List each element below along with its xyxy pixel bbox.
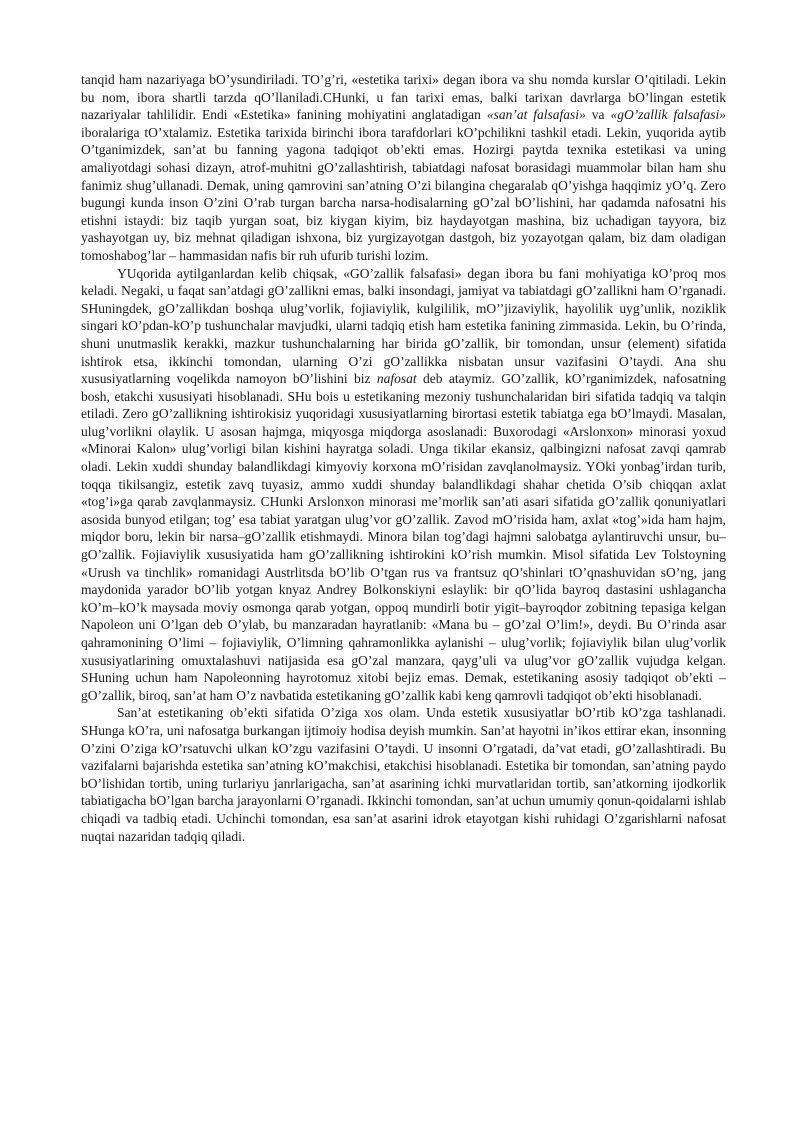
- paragraph-1-italic-term-1: «san’at falsafasi»: [486, 107, 586, 123]
- paragraph-1-text-3: iboralariga tO’xtalamiz. Estetika tarixida birinchi ibora tarafdorlari kO’pchilikni tashkil etadi. Lekin, yuqorida aytib O’tganimizdek, san’at bu fanning yagona tadqiqot ob’ekti emas. Hozirgi paytda texnika estetikasi va uning amaliyotdagi sohasi dizayn, atrof-muhitni gO’zallashtirish, tabiatdagi nafosat borasidagi muammolar bilan ham shu fanimiz shug’ullanadi. Demak, uning qamrovini san’atning O’zi bilangina chegaralab qO’yishga haqqimiz yO’q. Zero bugungi kunda inson O’zini O’rab turgan barcha narsa-hodisalarning gO’zal bO’lishini, har qadamda nafosatni his etishni istaydi: biz taqib yurgan soat, biz kiygan kiyim, biz haydayotgan mashina, biz uchadigan tayyora, biz yashayotgan uy, biz mehnat qiladigan ishxona, biz yurgizayotgan dastgoh, biz yozayotgan qalam, biz dam oladigan tomoshabog’lar – hammasidan nafis bir ruh ufurib turishi lozim.: [81, 124, 726, 263]
- paragraph-2-text-2: deb ataymiz. GO’zallik, kO’rganimizdek, nafosatning bosh, etakchi xususiyati hisoblanadi. SHu bois u estetikaning mezoniy tushunchalaridan biri sifatida tadqiq va talqin etiladi. Zero gO’zallikning ishtirokisiz yuqoridagi xususiyatlarning birortasi estetik tabiatga ega bO’lmaydi. Masalan, ulug’vorlikni olaylik. U asosan hajmga, miqyosga miqdorga asoslanadi: Buxorodagi «Arslonxon» minorasi yoxud «Minorai Kalon» ulug’vorligi bilan kishini hayratga soladi. Unga tikilar ekansiz, qalbingizni nafosat zavqi qamrab oladi. Lekin xuddi shunday balandlikdagi kimyoviy korxona mO’risidan zavqlanolmaysiz. YOki yonbag’irdan turib, toqqa tikilsangiz, estetik zavq tuyasiz, ammo xuddi shunday balandlikdagi shahar chetida O’sib chiqqan axlat «tog’i»ga qarab zavqlanmaysiz. CHunki Arslonxon minorasi me’morlik san’ati asari sifatida gO’zallik qonuniyatlari asosida bunyod etilgan; tog’ esa tabiat yaratgan ulug’vor gO’zallik. Zavod mO’risida ham, axlat «tog’»ida ham hajm, miqdor boru, lekin bir narsa–gO’zallik etishmaydi. Minora bilan tog’dagi hajmni salobatga aylantiruvchi unsur, bu–gO’zallik. Fojiaviylik xususiyatida ham gO’zallikning ishtirokini kO’rish mumkin. Misol sifatida Lev Tolstoyning «Urush va tinchlik» romanidagi Austrlitsda bO’lib O’tgan rus va frantsuz qO’shinlari tO’qnashuvidan sO’ng, jang maydonida yarador bO’lib yotgan knyaz Andrey Bolkonskiyni eslaylik: bir qO’lida bayroq dastasini ushlagancha kO’m–kO’k maysada moviy osmonga qarab yotgan, oppoq mundirli botir yigit–bayroqdor zobitning tepasiga kelgan Napoleon uni O’lgan deb O’ylab, bu manzaradan hayratlanib: «Mana bu – gO’zal O’lim!», deydi. Bu O’rinda asar qahramonining O’limi – fojiaviylik, O’limning qahramonlikka aylanishi – ulug’vorlik; fojiaviylik bilan ulug’vorlik xususiyatlarining omuxtalashuvi natijasida esa gO’zal manzara, qayg’uli va ulug’vor gO’zallik vujudga kelgan. SHuning uchun ham Napoleonning hayrotomuz xitobi bejiz emas. Demak, estetikaning asosiy tadqiqot ob’ekti – gO’zallik, biroq, san’at ham O’z navbatida estetikaning gO’zallik kabi keng qamrovli tadqiqot ob’ekti hisoblanadi.: [81, 371, 726, 703]
- paragraph-1-text-2: va: [585, 107, 611, 123]
- paragraph-1-text-1: tanqid ham nazariyaga bO’ysundiriladi. TO’g’ri, «estetika tarixi» degan ibora va shu nomda kurslar O’qitiladi. Lekin bu nom, ibora shartli tarzda qO’llaniladi.CHunki, u fan tarixi emas, balki tarixan davrlarga bO’lingan estetik nazariyalar tahlilidir. Endi «Estetika» fanining mohiyatini anglatadigan: [81, 72, 726, 123]
- document-page: [81, 71, 726, 845]
- paragraph-1-italic-term-2: «gO’zallik falsafasi»: [610, 107, 726, 123]
- paragraph-2: [81, 265, 726, 705]
- paragraph-3: [81, 704, 726, 845]
- paragraph-2-italic-term: nafosat: [376, 371, 417, 387]
- paragraph-2-text-1: YUqorida aytilganlardan kelib chiqsak, «GO’zallik falsafasi» degan ibora bu fani mohiyatiga kO’proq mos keladi. Negaki, u faqat san’atdagi gO’zallikni emas, balki insondagi, jamiyat va tabiatdagi gO’zallikni ham O’rganadi. SHuningdek, gO’zallikdan boshqa ulug’vorlik, fojiaviylik, kulgililik, mO’’jizaviylik, hayolilik uyg’unlik, noziklik singari kO’pdan-kO’p tushunchalar mavjudki, ularni tadqiq etish ham estetika fanining zimmasida. Lekin, bu O’rinda, shuni unutmaslik kerakki, mazkur tushunchalarning har birida gO’zallik, bir tomondan, unsur (element) sifatida ishtirok etsa, ikkinchi tomondan, ularning O’zi gO’zallikka nisbatan unsur vazifasini O’taydi. Ana shu xususiyatlarning voqelikda namoyon bO’lishini biz: [81, 265, 726, 387]
- paragraph-3-text-1: San’at estetikaning ob’ekti sifatida O’ziga xos olam. Unda estetik xususiyatlar bO’rtib kO’zga tashlanadi. SHunga kO’ra, uni nafosatga burkangan ijtimoiy hodisa deyish mumkin. San’at hayotni in’ikos ettirar ekan, insonning O’zini O’ziga kO’rsatuvchi ulkan kO’zgu vazifasini O’taydi. U insonni O’rgatadi, da’vat etadi, gO’zallashtiradi. Bu vazifalarni bajarishda estetika san’atning kO’makchisi, etakchisi hisoblanadi. Estetika bir tomondan, san’atning paydo bO’lishidan tortib, uning turlariyu janrlarigacha, san’at asarining ichki murvatlaridan tortib, san’atkorning ijodkorlik tabiatigacha bO’lgan barcha jarayonlarni O’rganadi. Ikkinchi tomondan, san’at uchun umumiy qonun-qoidalarni ishlab chiqadi va tadbiq etadi. Uchinchi tomondan, esa san’at asarini idrok etayotgan kishi ruhidagi O’zgarishlarni nafosat nuqtai nazaridan tadqiq qiladi.: [81, 705, 726, 844]
- paragraph-1: [81, 71, 726, 265]
